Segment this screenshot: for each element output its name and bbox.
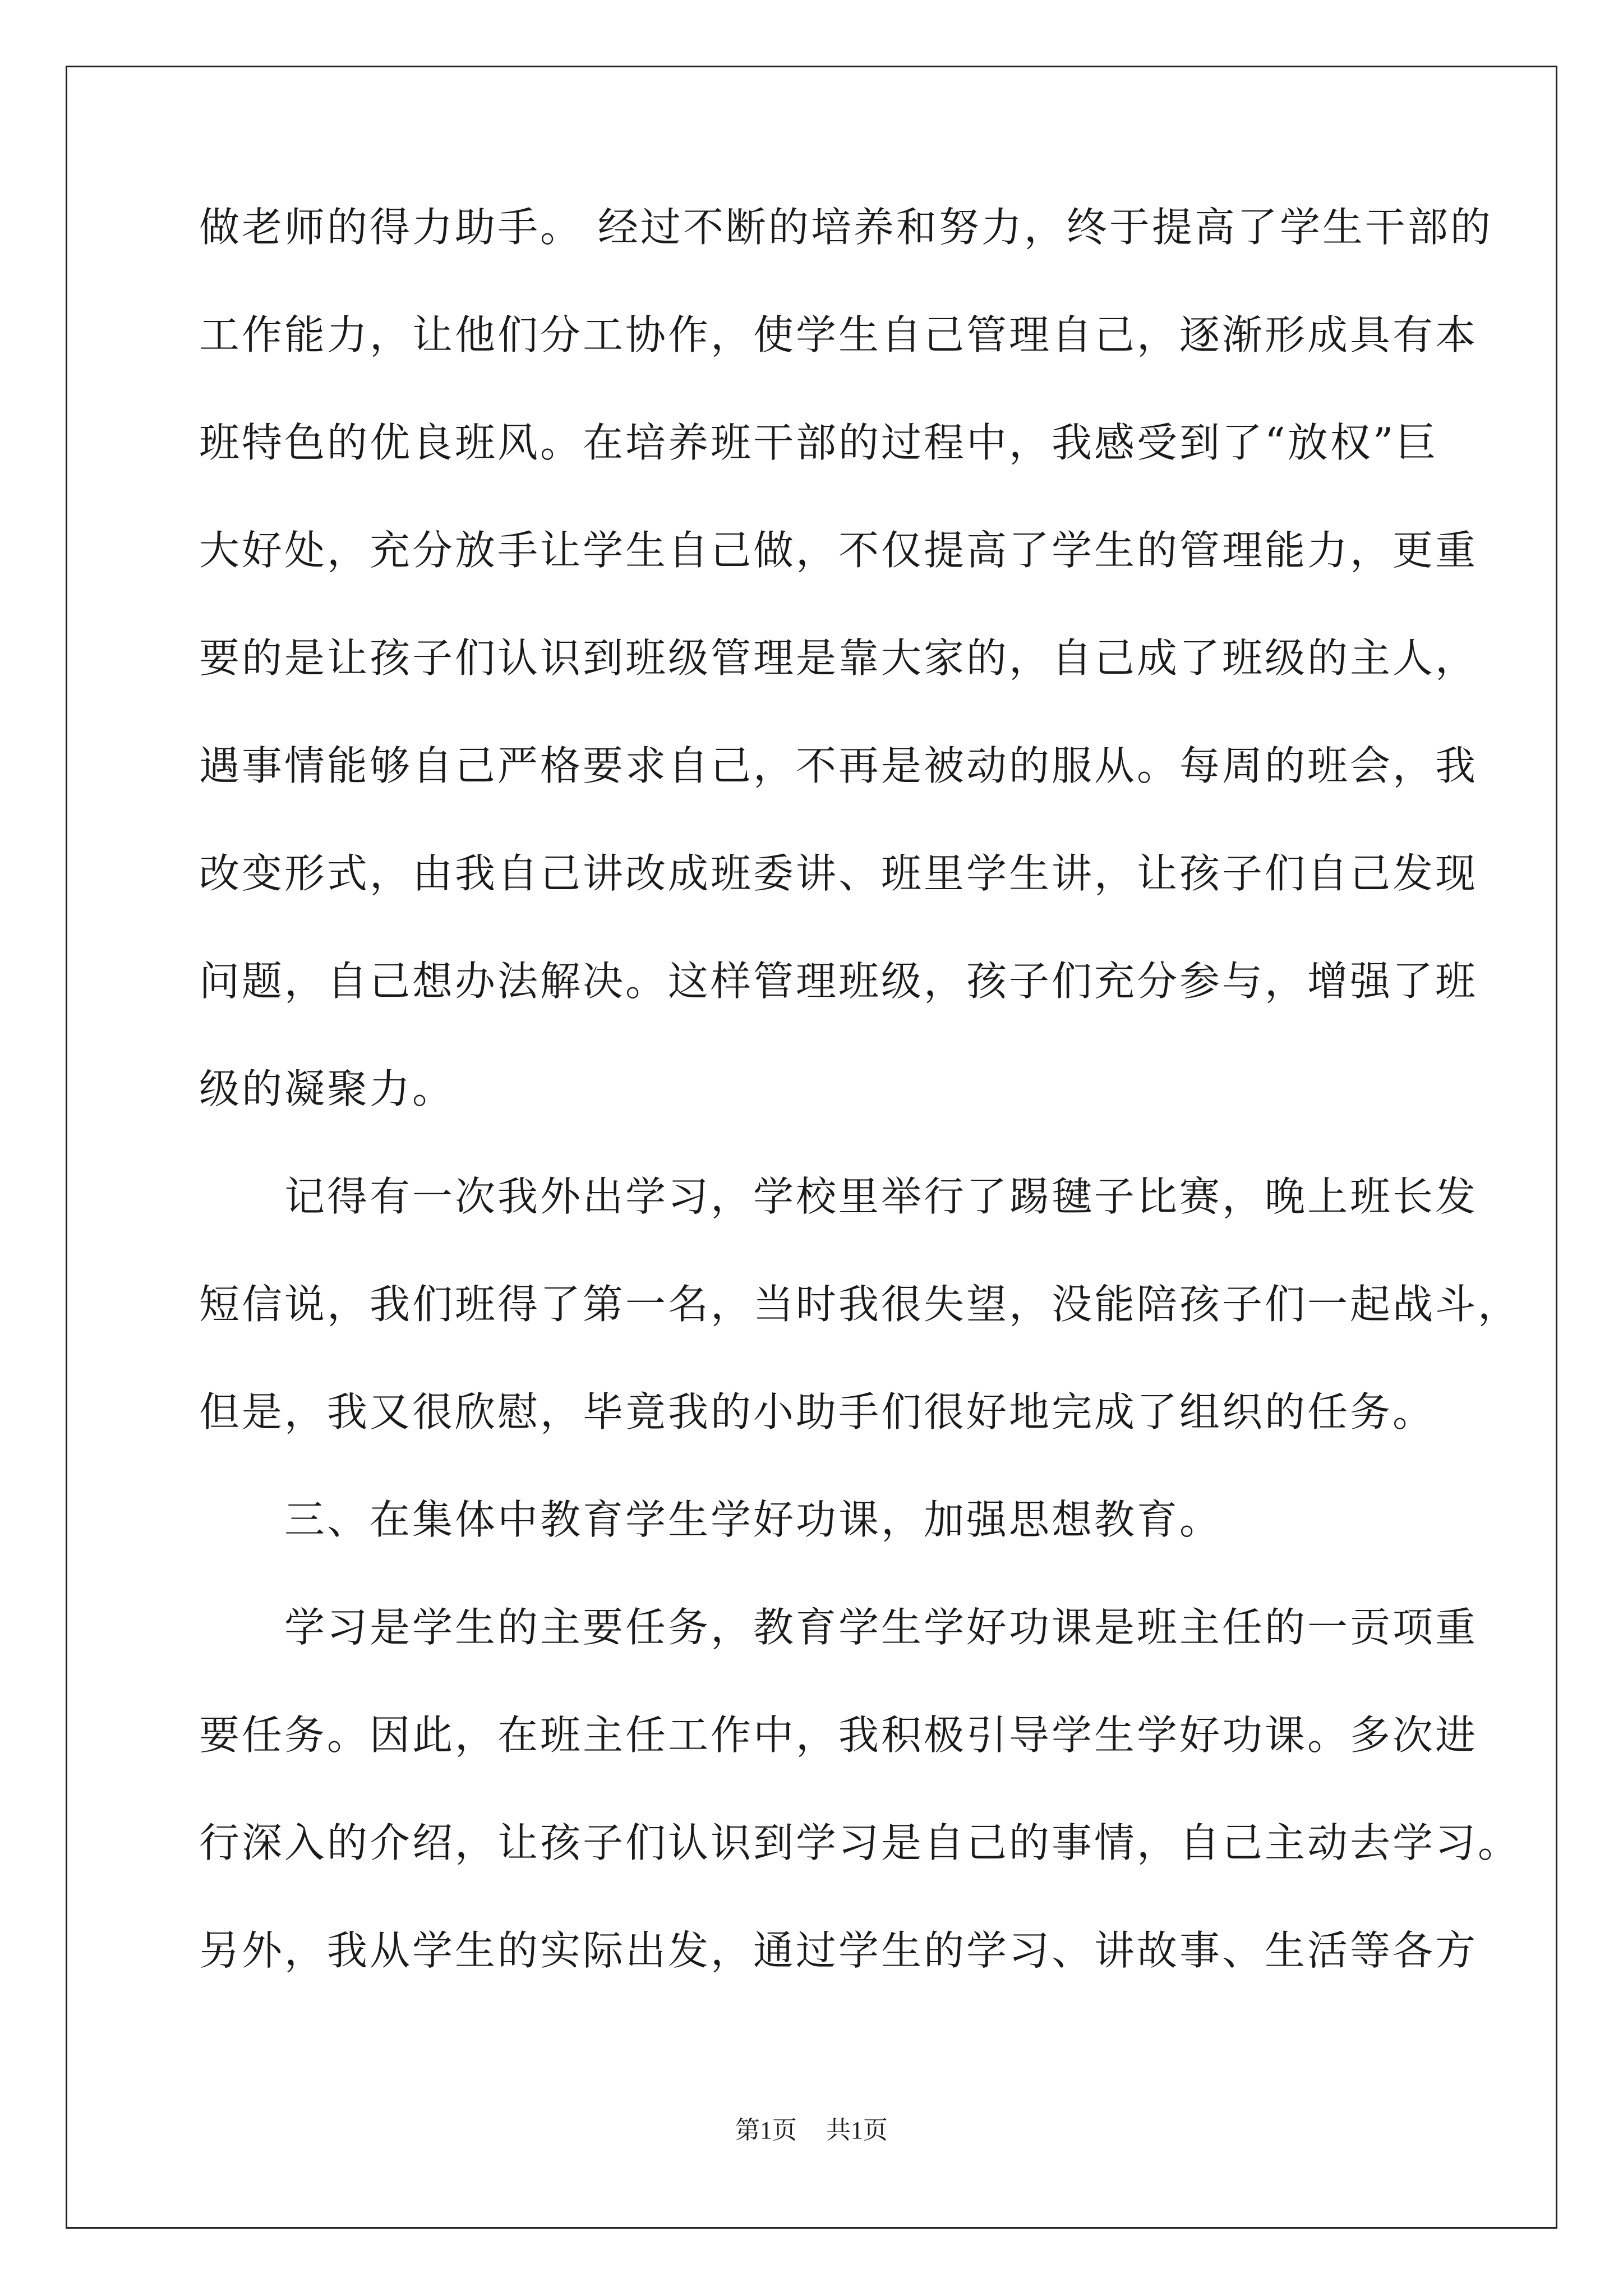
text-line-2: 工作能力，让他们分工协作，使学生自己管理自己，逐渐形成具有本 <box>199 311 1478 358</box>
text-line-5: 要的是让孩子们认识到班级管理是靠大家的，自己成了班级的主人， <box>199 634 1478 682</box>
text-line-13: 三、在集体中教育学生学好功课，加强思想教育。 <box>199 1496 1223 1543</box>
text-line-12: 但是，我又很欣慰，毕竟我的小助手们很好地完成了组织的任务。 <box>199 1388 1436 1435</box>
text-line-9: 级的凝聚力。 <box>199 1065 455 1112</box>
text-line-15: 要任务。因此，在班主任工作中，我积极引导学生学好功课。多次进 <box>199 1711 1478 1759</box>
text-line-17: 另外，我从学生的实际出发，通过学生的学习、讲故事、生活等各方 <box>199 1927 1478 1974</box>
page-number-total: 共1页 <box>826 2116 888 2144</box>
text-line-4: 大好处，充分放手让学生自己做，不仅提高了学生的管理能力，更重 <box>199 527 1478 574</box>
text-line-16: 行深入的介绍，让孩子们认识到学习是自己的事情，自己主动去学习。 <box>199 1819 1521 1866</box>
text-line-3: 班特色的优良班风。在培养班干部的过程中，我感受到了“放权”巨 <box>199 419 1438 466</box>
text-line-10: 记得有一次我外出学习，学校里举行了踢毽子比赛，晚上班长发 <box>199 1173 1478 1220</box>
text-line-14: 学习是学生的主要任务，教育学生学好功课是班主任的一贡项重 <box>199 1604 1478 1651</box>
text-line-7: 改变形式，由我自己讲改成班委讲、班里学生讲，让孩子们自己发现 <box>199 850 1478 897</box>
text-line-6: 遇事情能够自己严格要求自己，不再是被动的服从。每周的班会，我 <box>199 742 1478 789</box>
text-line-11: 短信说，我们班得了第一名，当时我很失望，没能陪孩子们一起战斗， <box>199 1281 1521 1328</box>
text-line-8: 问题，自己想办法解决。这样管理班级，孩子们充分参与，增强了班 <box>199 958 1478 1005</box>
page-number-current: 第1页 <box>735 2116 797 2144</box>
text-line-1: 做老师的得力助手。 经过不断的培养和努力，终于提高了学生干部的 <box>199 204 1493 251</box>
page-border <box>66 66 1557 2229</box>
page-footer <box>0 2114 1623 2147</box>
